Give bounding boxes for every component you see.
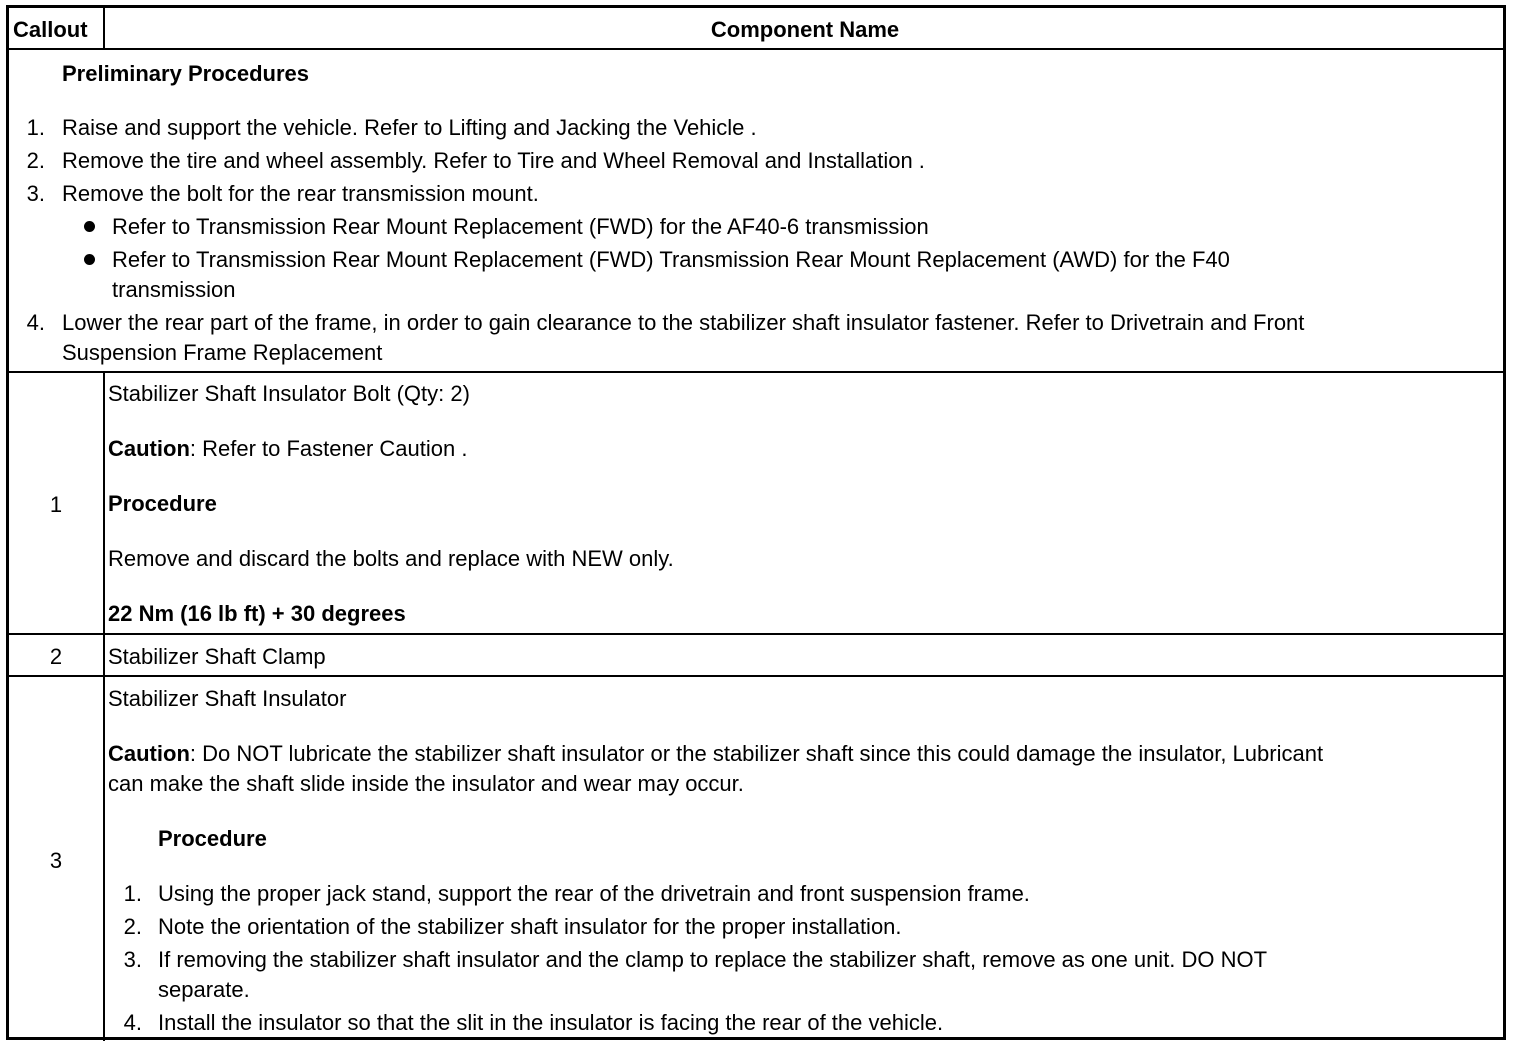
step-text: Raise and support the vehicle. Refer to Lifting and Jacking the Vehicle .: [62, 115, 757, 140]
callout-number: 1: [49, 492, 63, 517]
caution-note: [108, 434, 467, 464]
bullet-text: Refer to Transmission Rear Mount Replacement (FWD) Transmission Rear Mount Replacement (AWD) for the F40: [112, 247, 1230, 272]
caution-label: Caution: [108, 436, 190, 461]
bullet-text: Refer to Transmission Rear Mount Replacement (FWD) for the AF40-6 transmission: [112, 214, 929, 239]
caution-label: Caution: [108, 741, 190, 766]
step-text: Note the orientation of the stabilizer shaft insulator for the proper installation.: [158, 914, 902, 939]
procedure-label: Procedure: [108, 491, 217, 516]
preliminary-title: Preliminary Procedures: [62, 61, 310, 86]
step-text: Using the proper jack stand, support the rear of the drivetrain and front suspension frame.: [158, 881, 1030, 906]
row-divider: [9, 371, 1503, 373]
caution-text: : Refer to Fastener Caution .: [189, 436, 468, 461]
caution-note: [108, 739, 1323, 769]
step-text: Suspension Frame Replacement: [62, 340, 383, 365]
component-name: Stabilizer Shaft Insulator Bolt (Qty: 2): [108, 381, 470, 406]
step-text: Lower the rear part of the frame, in order to gain clearance to the stabilizer shaft insulator fastener. Refer to Drivetrain and Front: [62, 310, 1305, 335]
bullet-text: transmission: [112, 277, 236, 302]
torque-spec: 22 Nm (16 lb ft) + 30 degrees: [108, 601, 406, 626]
step-text: Remove the tire and wheel assembly. Refer to Tire and Wheel Removal and Installation .: [62, 148, 925, 173]
step-text: separate.: [158, 977, 250, 1002]
procedure-label: Procedure: [158, 826, 267, 851]
step-number: 4.: [26, 310, 45, 335]
row-divider: [9, 633, 1503, 635]
header-component-name: Component Name: [710, 17, 900, 42]
bullet-icon: [84, 221, 95, 232]
step-number: 2.: [123, 914, 142, 939]
step-number: 4.: [123, 1010, 142, 1035]
component-name: Stabilizer Shaft Clamp: [108, 644, 326, 669]
component-table: [6, 5, 1506, 1040]
step-text: Remove the bolt for the rear transmission mount.: [62, 181, 539, 206]
caution-text: can make the shaft slide inside the insulator and wear may occur.: [108, 771, 744, 796]
caution-text: : Do NOT lubricate the stabilizer shaft insulator or the stabilizer shaft since this could damage the insulator, Lubricant: [189, 741, 1324, 766]
step-text: Install the insulator so that the slit in the insulator is facing the rear of the vehicle.: [158, 1010, 944, 1035]
callout-number: 3: [49, 848, 63, 873]
step-number: 2.: [26, 148, 45, 173]
procedure-text: Remove and discard the bolts and replace with NEW only.: [108, 546, 674, 571]
column-divider: [103, 371, 105, 1041]
row-divider: [9, 675, 1503, 677]
callout-number: 2: [49, 644, 63, 669]
step-number: 3.: [26, 181, 45, 206]
step-text: If removing the stabilizer shaft insulator and the clamp to replace the stabilizer shaft, remove as one unit. DO NOT: [158, 947, 1268, 972]
step-number: 1.: [123, 881, 142, 906]
row-divider: [9, 48, 1503, 50]
step-number: 1.: [26, 115, 45, 140]
component-name: Stabilizer Shaft Insulator: [108, 686, 347, 711]
step-number: 3.: [123, 947, 142, 972]
header-callout: Callout: [13, 17, 88, 42]
bullet-icon: [84, 254, 95, 265]
